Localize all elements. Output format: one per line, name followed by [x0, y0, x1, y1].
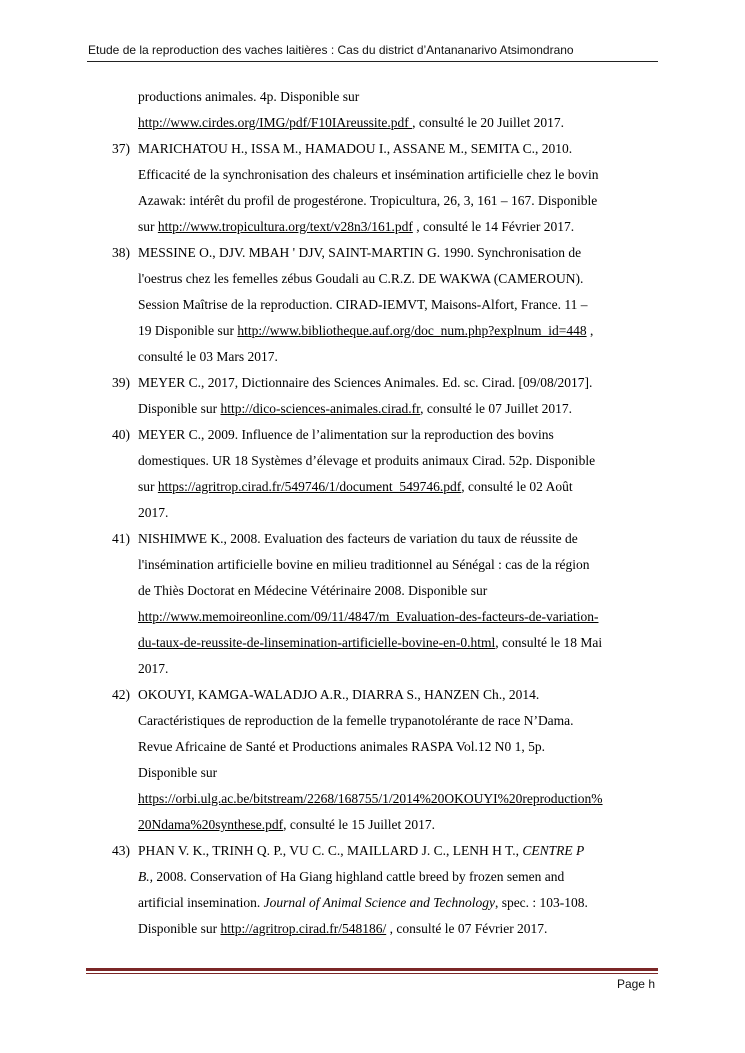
page-number: Page h: [616, 977, 655, 991]
ref-42-line: Revue Africaine de Santé et Productions animales RASPA Vol.12 N0 1, 5p.: [138, 739, 545, 754]
ref-40-line: 40) MEYER C., 2009. Influence de l’alimentation sur la reproduction des bovins: [112, 422, 660, 448]
ref-link[interactable]: 20Ndama%20synthese.pdf: [138, 817, 284, 832]
running-header: Etude de la reproduction des vaches laitières : Cas du district d’Antananarivo Atsimondrano: [88, 43, 574, 57]
ref-link[interactable]: http://www.bibliotheque.auf.org/doc_num.php?explnum_id=448: [237, 323, 587, 338]
ref-41-line: [112, 604, 660, 630]
ref-41-line: de Thiès Doctorat en Médecine Vétérinaire 2008. Disponible sur: [138, 583, 488, 598]
ref-41-line: du-taux-de-reussite-de-linsemination-artificielle-bovine-en-0.html, consulté le 18 Mai: [138, 635, 603, 650]
ref-38-line: 19 Disponible sur http://www.bibliotheque.auf.org/doc_num.php?explnum_id=448 ,: [138, 323, 594, 338]
footer-rule-thin: [86, 973, 658, 974]
ref-37-line: Azawak: intérêt du profil de progestérone. Tropicultura, 26, 3, 161 – 167. Disponible: [138, 193, 598, 208]
ref-39-line: 39) MEYER C., 2017, Dictionnaire des Sciences Animales. Ed. sc. Cirad. [09/08/2017].: [112, 370, 660, 396]
ref-37-line: 37) MARICHATOU H., ISSA M., HAMADOU I., ASSANE M., SEMITA C., 2010.: [112, 136, 660, 162]
ref-41-line: l'insémination artificielle bovine en milieu traditionnel au Sénégal : cas de la région: [138, 557, 590, 572]
ref-link[interactable]: http://www.cirdes.org/IMG/pdf/F10IAreussite.pdf: [138, 115, 413, 130]
ref-number: 40): [112, 427, 130, 442]
ref-38-line: Session Maîtrise de la reproduction. CIRAD-IEMVT, Maisons-Alfort, France. 11 –: [138, 297, 588, 312]
ref-36-line: productions animales. 4p. Disponible sur: [138, 89, 360, 104]
ref-36-line: http://www.cirdes.org/IMG/pdf/F10IAreussite.pdf , consulté le 20 Juillet 2017.: [138, 115, 564, 130]
ref-number: 39): [112, 375, 130, 390]
ref-link[interactable]: https://orbi.ulg.ac.be/bitstream/2268/168755/1/2014%20OKOUYI%20reproduction%: [138, 791, 603, 806]
ref-link[interactable]: du-taux-de-reussite-de-linsemination-artificielle-bovine-en-0.html: [138, 635, 496, 650]
references-list: [112, 84, 660, 942]
ref-43-line: 43) PHAN V. K., TRINH Q. P., VU C. C., MAILLARD J. C., LENH H T., CENTRE P: [112, 838, 660, 864]
ref-42-line: 42) OKOUYI, KAMGA-WALADJO A.R., DIARRA S., HANZEN Ch., 2014.: [112, 682, 660, 708]
ref-number: 37): [112, 141, 130, 156]
footer-rule: [86, 968, 658, 971]
ref-number: 42): [112, 687, 130, 702]
ref-link[interactable]: http://www.tropicultura.org/text/v28n3/161.pdf: [157, 219, 413, 234]
ref-number: 38): [112, 245, 130, 260]
ref-38-line: l'oestrus chez les femelles zébus Goudali au C.R.Z. DE WAKWA (CAMEROUN).: [138, 271, 584, 286]
ref-43-line: Disponible sur http://agritrop.cirad.fr/548186/ , consulté le 07 Février 2017.: [138, 921, 548, 936]
ref-41-line: 41) NISHIMWE K., 2008. Evaluation des facteurs de variation du taux de réussite de: [112, 526, 660, 552]
ref-number: 41): [112, 531, 130, 546]
ref-38-line: consulté le 03 Mars 2017.: [138, 349, 278, 364]
ref-40-line: domestiques. UR 18 Systèmes d’élevage et produits animaux Cirad. 52p. Disponible: [138, 453, 596, 468]
ref-42-line: Disponible sur: [138, 765, 218, 780]
ref-39-line: Disponible sur http://dico-sciences-animales.cirad.fr, consulté le 07 Juillet 2017.: [138, 401, 572, 416]
ref-link[interactable]: http://dico-sciences-animales.cirad.fr: [220, 401, 421, 416]
ref-43-line: B., 2008. Conservation of Ha Giang highland cattle breed by frozen semen and: [138, 869, 565, 884]
ref-42-line: Caractéristiques de reproduction de la femelle trypanotolérante de race N’Dama.: [138, 713, 574, 728]
ref-43-line: artificial insemination. Journal of Animal Science and Technology, spec. : 103-108.: [138, 895, 588, 910]
ref-38-line: 38) MESSINE O., DJV. MBAH ' DJV, SAINT-MARTIN G. 1990. Synchronisation de: [112, 240, 660, 266]
ref-link[interactable]: https://agritrop.cirad.fr/549746/1/document_549746.pdf: [157, 479, 462, 494]
ref-link[interactable]: http://www.memoireonline.com/09/11/4847/m_Evaluation-des-facteurs-de-variation-: [138, 609, 599, 624]
ref-37-line: sur http://www.tropicultura.org/text/v28n3/161.pdf , consulté le 14 Février 2017.: [138, 219, 575, 234]
ref-41-line: 2017.: [138, 661, 169, 676]
ref-42-line: [112, 786, 660, 812]
ref-link[interactable]: http://agritrop.cirad.fr/548186/: [220, 921, 387, 936]
ref-37-line: Efficacité de la synchronisation des chaleurs et insémination artificielle chez le bovin: [138, 167, 599, 182]
ref-number: 43): [112, 843, 130, 858]
ref-40-line: sur https://agritrop.cirad.fr/549746/1/document_549746.pdf, consulté le 02 Août: [138, 479, 573, 494]
header-rule: [87, 61, 658, 62]
ref-42-line: 20Ndama%20synthese.pdf, consulté le 15 Juillet 2017.: [138, 817, 435, 832]
ref-40-line: 2017.: [138, 505, 169, 520]
